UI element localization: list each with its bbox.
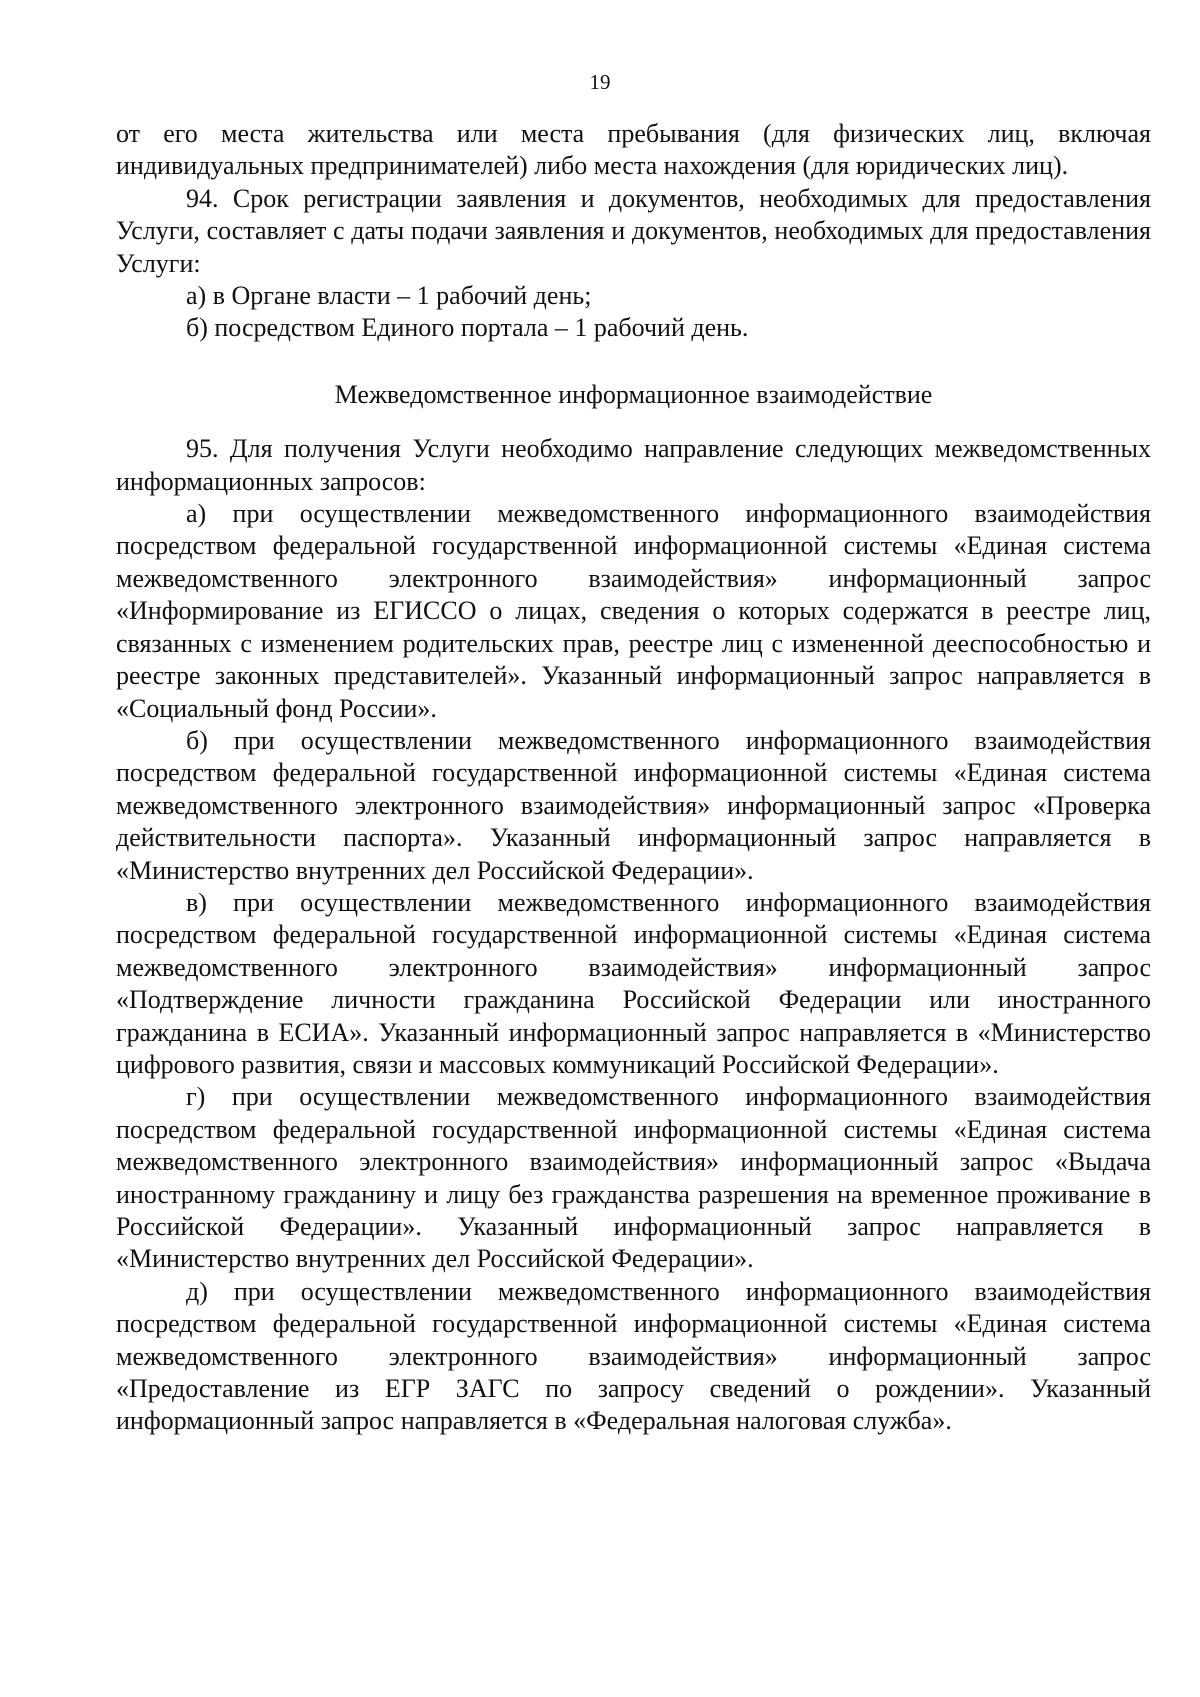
list-item-g-residence: г) при осуществлении межведомственного информационного взаимодействия посредством федеральной государственной информационной системы «Единая система межведомственного электронного взаимодействия» информационный запрос «Выдача иностранному гражданину и лицу без гражданства разрешения на временное проживание в Российской Федерации». Указанный информационный запрос направляется в «Министерство внутренних дел Российской Федерации». xyxy=(116,1082,1151,1274)
list-item-a-egisso: а) при осуществлении межведомственного информационного взаимодействия посредством федеральной государственной информационной системы «Единая система межведомственного электронного взаимодействия» информационный запрос «Информирование из ЕГИССО о лицах, сведения о которых содержатся в реестре лиц, связанных с изменением родительских прав, реестре лиц с измененной дееспособностью и реестре законных представителей». Указанный информационный запрос направляется в «Социальный фонд России». xyxy=(116,499,1151,723)
paragraph-item-94: 94. Срок регистрации заявления и документов, необходимых для предоставления Услуги, составляет с даты подачи заявления и документов, необходимых для предоставления Услуги: xyxy=(116,183,1151,278)
list-item-d-zags: д) при осуществлении межведомственного информационного взаимодействия посредством федеральной государственной информационной системы «Единая система межведомственного электронного взаимодействия» информационный запрос «Предоставление из ЕГР ЗАГС по запросу сведений о рождении». Указанный информационный запрос направляется в «Федеральная налоговая служба». xyxy=(116,1276,1151,1436)
document-body xyxy=(116,118,1151,1438)
list-item-v-esia: в) при осуществлении межведомственного информационного взаимодействия посредством федеральной государственной информационной системы «Единая система межведомственного электронного взаимодействия» информационный запрос «Подтверждение личности гражданина Российской Федерации или иностранного гражданина в ЕСИА». Указанный информационный запрос направляется в «Министерство цифрового развития, связи и массовых коммуникаций Российской Федерации». xyxy=(116,887,1151,1079)
list-item-a-organ: а) в Органе власти – 1 рабочий день; xyxy=(186,281,592,311)
list-item-b-portal: б) посредством Единого портала – 1 рабочий день. xyxy=(186,313,749,343)
section-heading: Межведомственное информационное взаимодействие xyxy=(334,379,933,409)
paragraph-continuation: от его места жительства или места пребывания (для физических лиц, включая индивидуальных предпринимателей) либо места нахождения (для юридических лиц). xyxy=(116,119,1151,181)
paragraph-item-95: 95. Для получения Услуги необходимо направление следующих межведомственных информационных запросов: xyxy=(116,434,1151,496)
list-item-b-passport: б) при осуществлении межведомственного информационного взаимодействия посредством федеральной государственной информационной системы «Единая система межведомственного электронного взаимодействия» информационный запрос «Проверка действительности паспорта». Указанный информационный запрос направляется в «Министерство внутренних дел Российской Федерации». xyxy=(116,725,1151,885)
page-number: 19 xyxy=(589,70,611,94)
